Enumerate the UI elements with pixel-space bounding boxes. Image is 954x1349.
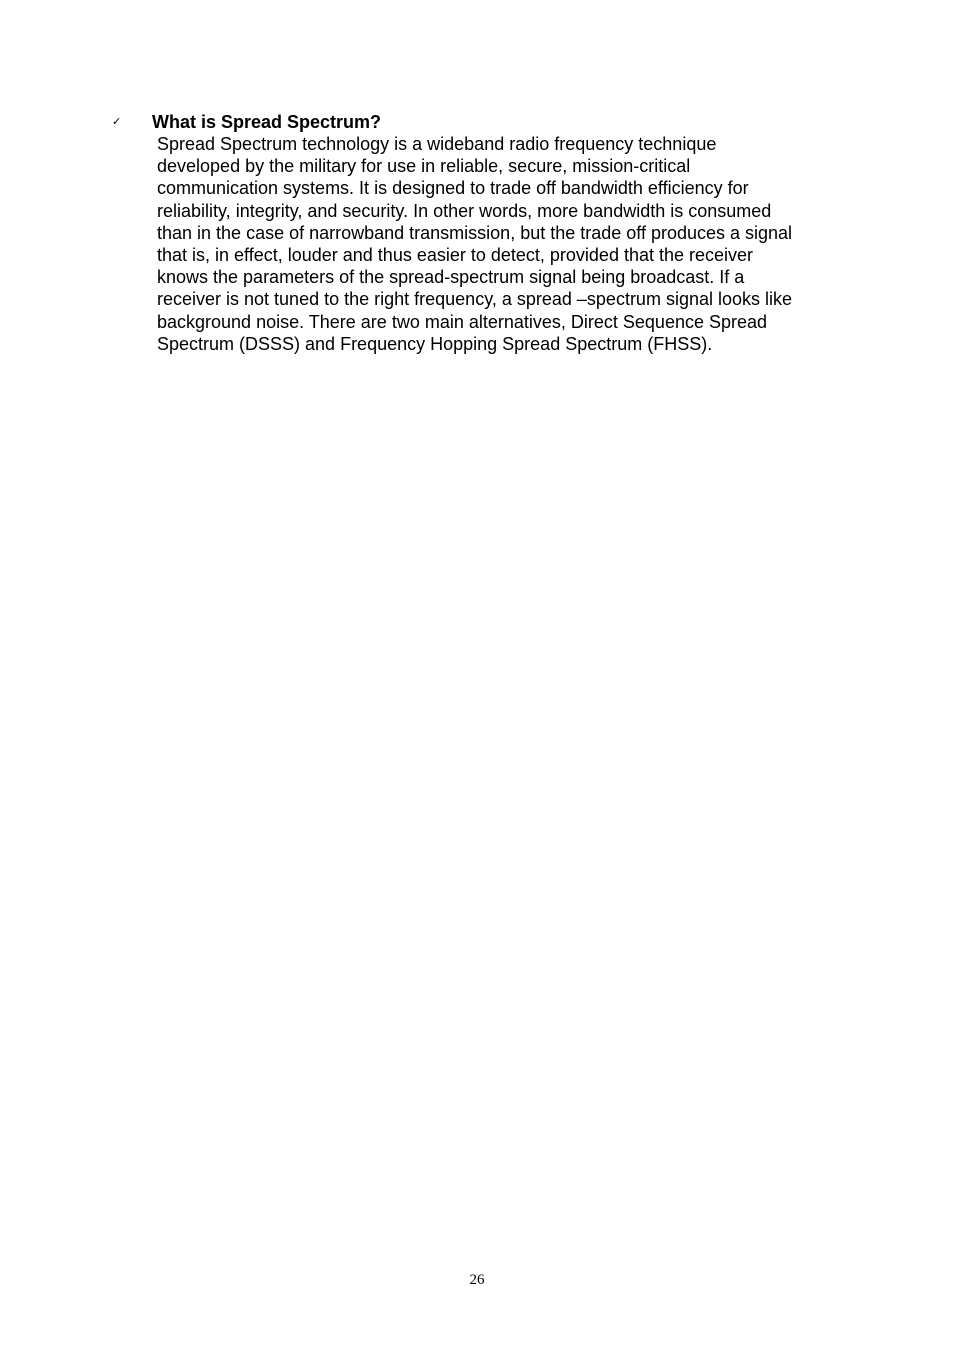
- body-line: communication systems. It is designed to trade off bandwidth efficiency for: [157, 178, 749, 199]
- page-number: 26: [469, 1272, 485, 1288]
- body-line: Spectrum (DSSS) and Frequency Hopping Spread Spectrum (FHSS).: [157, 333, 713, 354]
- section-heading: What is Spread Spectrum?: [152, 112, 382, 132]
- body-line: than in the case of narrowband transmission, but the trade off produces a signal: [157, 222, 793, 243]
- body-line: knows the parameters of the spread-spectrum signal being broadcast. If a: [157, 267, 745, 288]
- section-body: [157, 133, 852, 355]
- body-line: Spread Spectrum technology is a wideband radio frequency technique: [157, 134, 717, 154]
- section-heading-row: [112, 111, 852, 133]
- body-line: that is, in effect, louder and thus easier to detect, provided that the receiver: [157, 245, 754, 266]
- body-line: developed by the military for use in reliable, secure, mission-critical: [157, 156, 691, 177]
- spread-spectrum-section: [112, 111, 852, 355]
- body-line: reliability, integrity, and security. In other words, more bandwidth is consumed: [157, 200, 772, 221]
- body-line: background noise. There are two main alternatives, Direct Sequence Spread: [157, 311, 768, 332]
- checkmark-icon: ✓: [112, 115, 122, 128]
- body-line: receiver is not tuned to the right frequency, a spread –spectrum signal looks like: [157, 289, 793, 310]
